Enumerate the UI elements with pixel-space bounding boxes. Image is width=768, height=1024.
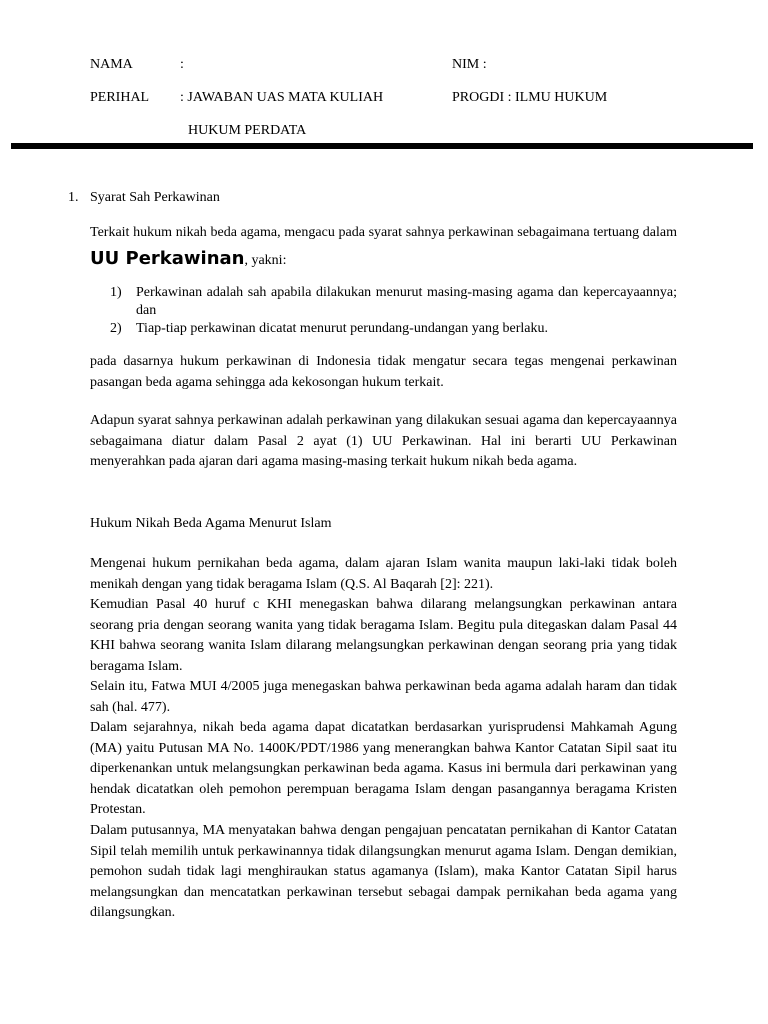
header-divider <box>11 143 753 149</box>
nama-colon: : <box>180 57 184 72</box>
conditions-list <box>110 284 677 338</box>
paragraph-1: pada dasarnya hukum perkawinan di Indonesia tidak mengatur secara tegas mengenai perkawinan pasangan beda agama sehingga ada kekosongan hukum terkait. <box>90 354 677 390</box>
nama-label: NAMA <box>90 57 133 72</box>
section-title-text: Syarat Sah Perkawinan <box>90 190 220 205</box>
perihal-value-line-1: : JAWABAN UAS MATA KULIAH <box>180 90 384 105</box>
intro-text-before: Terkait hukum nikah beda agama, mengacu pada syarat sahnya perkawinan sebagaimana tertuang dalam <box>90 225 677 240</box>
perihal-value-line-2: HUKUM PERDATA <box>188 123 307 138</box>
intro-text-after: , yakni: <box>244 253 287 268</box>
subheading-islam: Hukum Nikah Beda Agama Menurut Islam <box>90 516 332 531</box>
list-item-number: 1) <box>110 285 122 300</box>
paragraph-3: Mengenai hukum pernikahan beda agama, dalam ajaran Islam wanita maupun laki-laki tidak boleh menikah dengan yang tidak beragama Islam (Q.S. Al Baqarah [2]: 221). <box>90 556 677 592</box>
progdi-label: PROGDI : ILMU HUKUM <box>452 90 608 105</box>
list-item-text: Tiap-tiap perkawinan dicatat menurut perundang-undangan yang berlaku. <box>136 321 548 336</box>
list-item-number: 2) <box>110 321 122 336</box>
paragraph-2: Adapun syarat sahnya perkawinan adalah perkawinan yang dilakukan sesuai agama dan kepercayaannya sebagaimana diatur dalam Pasal 2 ayat (1) UU Perkawinan. Hal ini berarti UU Perkawinan menyerahkan pada ajaran dari agama masing-masing terkait hukum nikah beda agama. <box>90 413 677 469</box>
paragraph-5: Selain itu, Fatwa MUI 4/2005 juga menegaskan bahwa perkawinan beda agama adalah haram dan tidak sah (hal. 477). <box>90 679 677 715</box>
paragraph-7: Dalam putusannya, MA menyatakan bahwa dengan pengajuan pencatatan pernikahan di Kantor Catatan Sipil telah memilih untuk perkawinannya tidak dilangsungkan menurut agama Islam. Dengan demikian, pemohon sudah tidak lagi menghiraukan status agamanya (Islam), maka Kantor Catatan Sipil harus melangsungkan dan mencatatkan perkawinan tersebut sebagai dampak pernikahan beda agama yang dilangsungkan. <box>90 823 677 920</box>
section-number: 1. <box>68 190 79 205</box>
nim-label: NIM : <box>452 57 487 72</box>
list-item-text: Perkawinan adalah sah apabila dilakukan menurut masing-masing agama dan kepercayaannya; dan <box>136 285 677 318</box>
list-item <box>110 284 677 320</box>
perihal-label: PERIHAL <box>90 90 150 105</box>
paragraph-4: Kemudian Pasal 40 huruf c KHI menegaskan bahwa dilarang melangsungkan perkawinan antara seorang pria dengan seorang wanita yang tidak beragama Islam. Begitu pula ditegaskan dalam Pasal 44 KHI bahwa seorang wanita Islam dilarang melangsungkan perkawinan dengan seorang pria yang tidak beragama Islam. <box>90 597 677 674</box>
intro-paragraph <box>90 220 677 274</box>
list-item <box>110 320 677 338</box>
intro-emphasis-uu-perkawinan: UU Perkawinan <box>90 248 245 269</box>
paragraph-6: Dalam sejarahnya, nikah beda agama dapat dicatatkan berdasarkan yurisprudensi Mahkamah Agung (MA) yaitu Putusan MA No. 1400K/PDT/1986 yang menerangkan bahwa Kantor Catatan Sipil saat itu diperkenankan untuk melangsungkan perkawinan beda agama. Kasus ini bermula dari perkawinan yang hendak dicatatkan oleh pemohon perempuan beragama Islam dengan pasangannya beragama Kristen Protestan. <box>90 720 677 817</box>
